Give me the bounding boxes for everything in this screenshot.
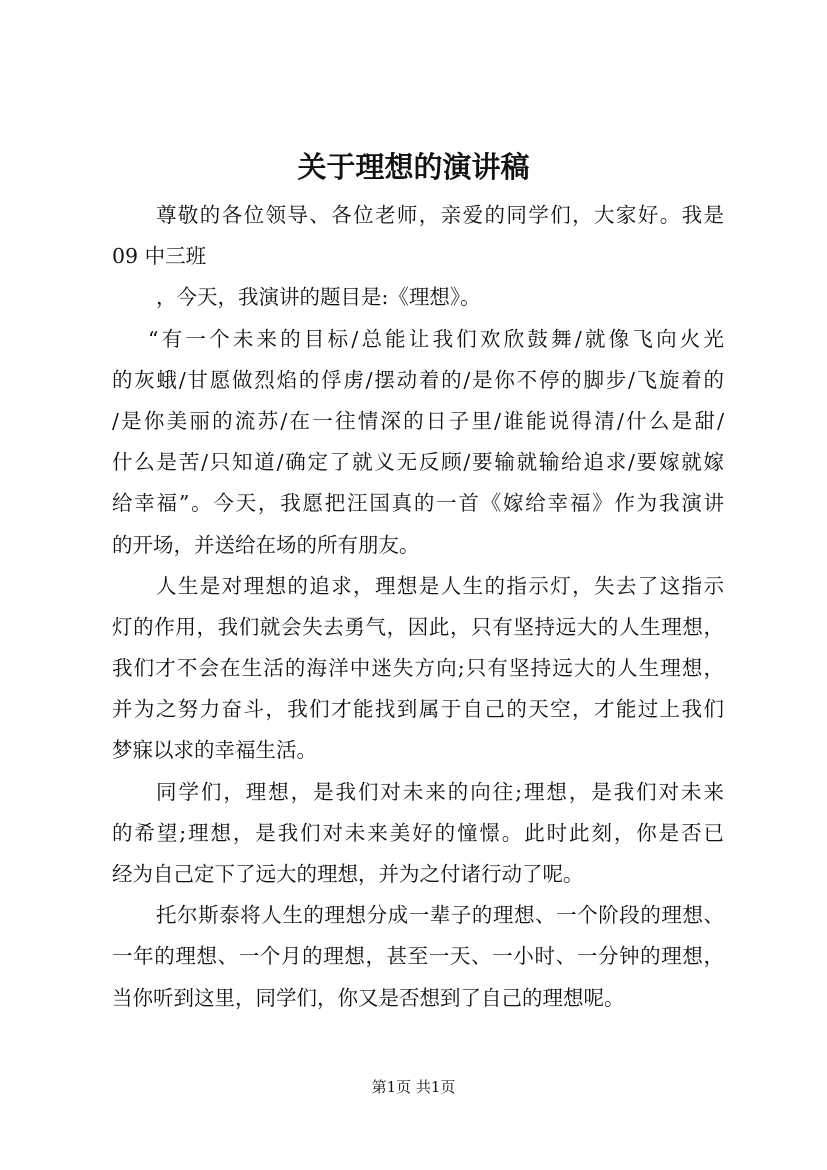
paragraph-line: 一年的理想、一个月的理想，甚至一天、一小时、一分钟的理想， [112,944,724,969]
paragraph-line: 托尔斯泰将人生的理想分成一辈子的理想、一个阶段的理想、 [156,903,724,928]
paragraph-line: 09 中三班 [112,244,207,269]
paragraph-line: ，今天，我演讲的题目是:《理想》。 [156,285,481,310]
paragraph-line: 灯的作用，我们就会失去勇气，因此，只有坚持远大的人生理想， [112,614,724,639]
paragraph-line: 并为之努力奋斗，我们才能找到属于自己的天空，才能过上我们 [112,697,724,722]
paragraph-line: 同学们，理想，是我们对未来的向往;理想，是我们对未来 [156,779,724,804]
document-title: 关于理想的演讲稿 [297,150,530,184]
paragraph-line: 人生是对理想的追求，理想是人生的指示灯，失去了这指示 [156,573,724,598]
paragraph-line: 给幸福”。今天，我愿把汪国真的一首《嫁给幸福》作为我演讲 [112,491,724,516]
paragraph-line: 我们才不会在生活的海洋中迷失方向;只有坚持远大的人生理想， [112,656,724,681]
paragraph-line: 尊敬的各位领导、各位老师，亲爱的同学们，大家好。我是 [156,203,724,227]
paragraph-line: /是你美丽的流苏/在一往情深的日子里/谁能说得清/什么是甜/ [112,408,724,433]
paragraph-line: “有一个未来的目标/总能让我们欢欣鼓舞/就像飞向火光 [148,326,724,351]
paragraph-line: 经为自己定下了远大的理想，并为之付诸行动了呢。 [112,862,584,886]
paragraph-line: 当你听到这里，同学们，你又是否想到了自己的理想呢。 [112,985,625,1010]
paragraph-line: 的希望;理想，是我们对未来美好的憧憬。此时此刻，你是否已 [112,820,724,845]
document-body [112,195,724,1019]
paragraph-line: 的灰蛾/甘愿做烈焰的俘虏/摆动着的/是你不停的脚步/飞旋着的 [112,367,724,392]
paragraph-line: 什么是苦/只知道/确定了就义无反顾/要输就输给追求/要嫁就嫁 [112,450,724,475]
page-number: 第1页 共1页 [371,1078,456,1096]
paragraph-line: 梦寐以求的幸福生活。 [112,738,317,763]
paragraph-line: 的开场，并送给在场的所有朋友。 [112,532,420,557]
